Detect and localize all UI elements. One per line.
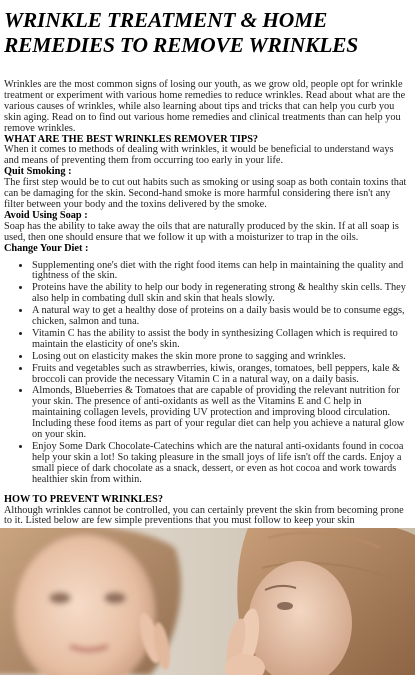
subheading-avoid-soap: Avoid Using Soap : (4, 209, 88, 221)
article-title: WRINKLE TREATMENT & HOME REMEDIES TO REMOVE WRINKLES (4, 8, 359, 57)
list-item: • Enjoy Some Dark Chocolate-Catechins which are the natural anti-oxidants found in cocoa help your skin a lot! So taking pleasure in the small joys of life isn't off the cards. Enjoy a small piece of dark chocolate as a snack, dessert, or even as hot cocoa and work towards healthier skin from within. (31, 442, 410, 486)
paragraph-quit-smoking: The first step would be to cut out habits such as smoking or using soap as both contain toxins that can be damaging for the skin. Second-hand smoke is more harmful considering there isn't any filter between your body and the toxins delivered by the smoke. (4, 177, 407, 210)
paragraph-avoid-soap: Soap has the ability to take away the oils that are naturally produced by the skin. If at all soap is used, then one should ensure that we follow it up with a moisturizer to trap in the oils. (4, 220, 399, 243)
skin-care-photo (0, 528, 415, 675)
list-item: • Proteins have the ability to help our body in regenerating strong & healthy skin cells. They also help in combating dull skin and skin that heals slowly. (31, 283, 410, 305)
subheading-quit-smoking: Quit Smoking : (4, 166, 72, 178)
list-item: • Almonds, Blueberries & Tomatoes that are capable of providing the relevant nutrition for your skin. The presence of anti-oxidants as well as the Vitamins E and C help in maintaining collagen levels, providing UV protection and improving blood circulation. Including these food items as part of your regular diet can help you achieve a natural glow on your skin. (31, 386, 410, 441)
section-paragraph-prevent-wrinkles: Although wrinkles cannot be controlled, you can certainly prevent the skin from becoming prone to it. Listed below are few simple preventions that you must follow to keep your skin (4, 504, 404, 527)
article-body (4, 80, 410, 527)
section-heading-prevent-wrinkles: HOW TO PREVENT WRINKLES? (4, 493, 163, 505)
section-paragraph-remover-tips: When it comes to methods of dealing with wrinkles, it would be beneficial to understand ways and means of preventing them from occurring too early in your life. (4, 144, 394, 167)
list-item: • Losing out on elasticity makes the skin more prone to sagging and wrinkles. (31, 352, 410, 363)
list-item: • A natural way to get a healthy dose of proteins on a daily basis would be to consume eggs, chicken, salmon and tuna. (31, 306, 410, 328)
list-item: • Fruits and vegetables such as strawberries, kiwis, oranges, tomatoes, bell peppers, kale & broccoli can provide the necessary Vitamin C in a natural way, on a daily basis. (31, 364, 410, 386)
diet-tips-list (4, 261, 410, 486)
intro-paragraph: Wrinkles are the most common signs of losing our youth, as we grow old, people opt for wrinkle treatment or experiment with various home remedies to reduce wrinkles. Read about what are the various causes of wrinkles, while also learning about tips and tricks that can help you curb you skin aging. Read on to find out various home remedies and clinical treatments than can help you remove wrinkles. (4, 79, 406, 134)
section-heading-remover-tips: WHAT ARE THE BEST WRINKLES REMOVER TIPS? (4, 133, 259, 145)
woman-mirror-illustration (0, 528, 415, 675)
list-item: • Vitamin C has the ability to assist the body in synthesizing Collagen which is required to maintain the elasticity of one's skin. (31, 329, 410, 351)
list-item: • Supplementing one's diet with the right food items can help in maintaining the quality and tightness of the skin. (31, 261, 410, 283)
subheading-change-diet: Change Your Diet : (4, 242, 89, 254)
